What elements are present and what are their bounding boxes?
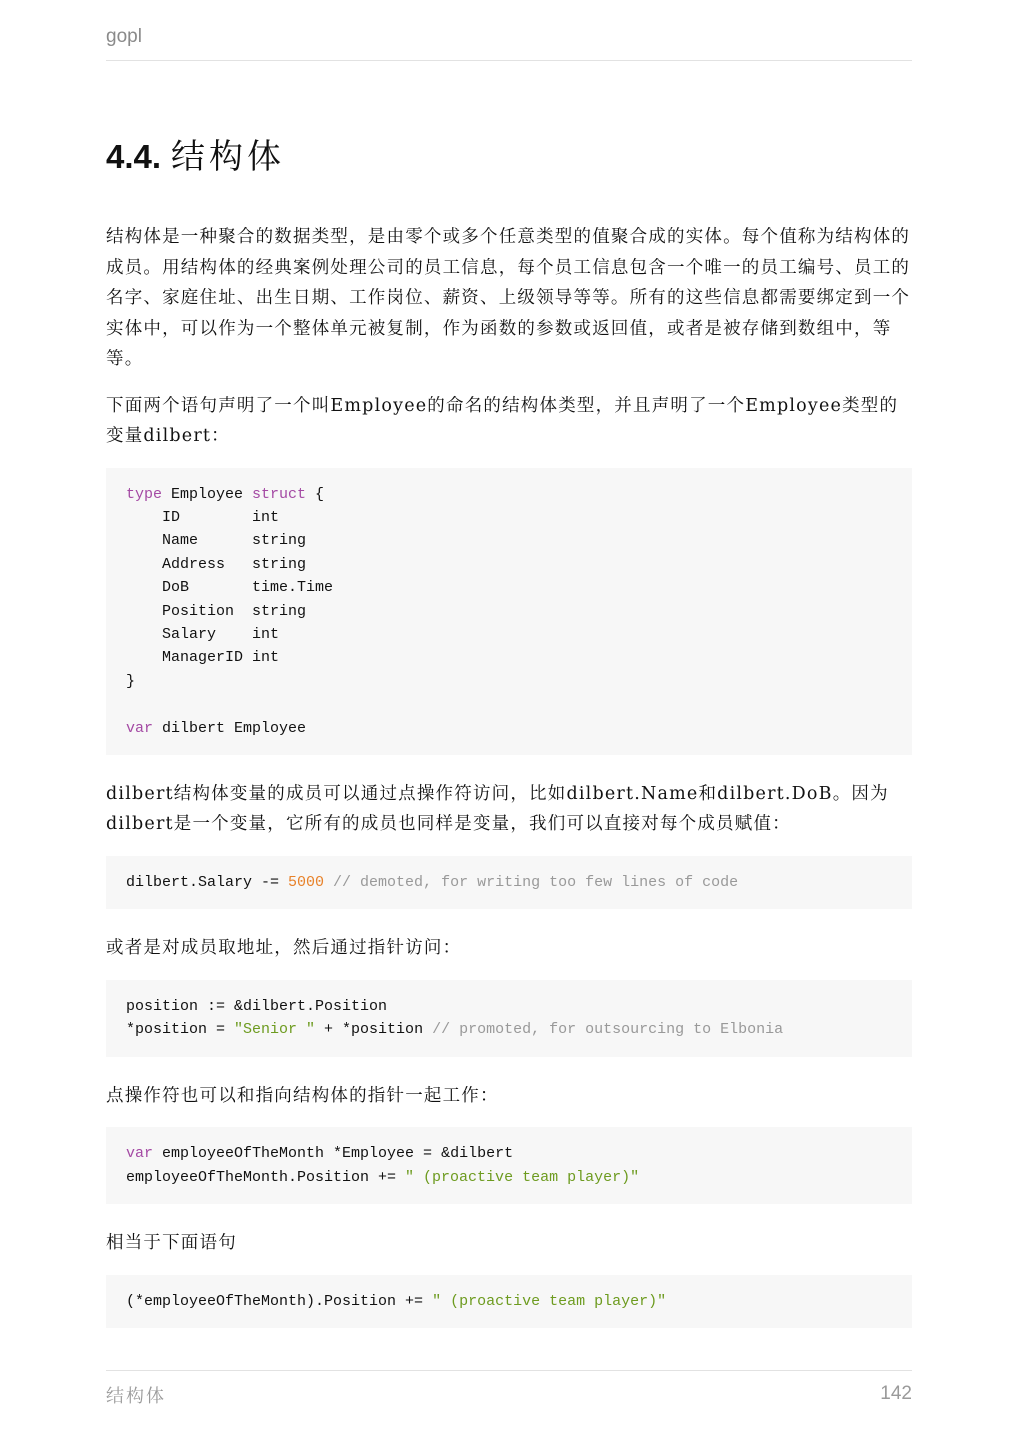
code-string-literal: " (proactive team player)" bbox=[405, 1168, 640, 1186]
running-header: gopl bbox=[106, 26, 142, 47]
paragraph-access: dilbert结构体变量的成员可以通过点操作符访问，比如dilbert.Name和dilbert.DoB。因为dilbert是一个变量，它所有的成员也同样是变量，我们可以直接对每个成员赋值： bbox=[106, 783, 889, 835]
paragraph-equivalent: 相当于下面语句 bbox=[106, 1233, 237, 1253]
code-block-employee-of-month bbox=[106, 1127, 912, 1204]
code-open-brace: { bbox=[306, 485, 325, 503]
code-string-literal: "Senior " bbox=[234, 1021, 316, 1039]
code-field-line: ManagerID int bbox=[126, 649, 280, 667]
code-close-brace: } bbox=[126, 672, 136, 690]
code-keyword-type: type bbox=[126, 485, 163, 503]
code-statement: + *position bbox=[315, 1021, 424, 1039]
paragraph-pointer: 点操作符也可以和指向结构体的指针一起工作： bbox=[106, 1085, 499, 1106]
section-title: 结构体 bbox=[171, 137, 286, 177]
code-keyword-struct: struct bbox=[252, 485, 307, 503]
paragraph-intro: 结构体是一种聚合的数据类型，是由零个或多个任意类型的值聚合成的实体。每个值称为结构体的成员。用结构体的经典案例处理公司的员工信息，每个员工信息包含一个唯一的员工编号、员工的名字、家庭住址、出生日期、工作岗位、薪资、上级领导等等。所有的这些信息都需要绑定到一个实体中，可以作为一个整体单元被复制，作为函数的参数或返回值，或者是被存储到数组中，等等。 bbox=[106, 227, 911, 369]
code-statement: position := &dilbert.Position bbox=[126, 997, 388, 1015]
section-number: 4.4. bbox=[106, 138, 162, 175]
code-field-line: ID int bbox=[126, 508, 280, 526]
footer-divider bbox=[106, 1370, 912, 1371]
code-number-literal: 5000 bbox=[288, 873, 325, 891]
code-block-salary bbox=[106, 856, 912, 909]
code-block-position-pointer bbox=[106, 980, 912, 1057]
footer-chapter-title: 结构体 bbox=[106, 1386, 166, 1407]
document-page bbox=[106, 0, 912, 1440]
code-field-line: Name string bbox=[126, 532, 307, 550]
code-field-line: Salary int bbox=[126, 625, 280, 643]
section-heading bbox=[106, 130, 912, 184]
code-statement: employeeOfTheMonth.Position += bbox=[126, 1168, 406, 1186]
paragraph-address: 或者是对成员取地址，然后通过指针访问： bbox=[106, 938, 462, 959]
page-number: 142 bbox=[880, 1383, 912, 1404]
code-statement: dilbert.Salary -= bbox=[126, 873, 289, 891]
code-block-employee-struct bbox=[106, 468, 912, 755]
code-block-dereference bbox=[106, 1275, 912, 1328]
code-var-declaration: dilbert Employee bbox=[153, 719, 307, 737]
header-divider bbox=[106, 60, 912, 61]
code-comment: // promoted, for outsourcing to Elbonia bbox=[423, 1021, 784, 1039]
code-keyword-var: var bbox=[126, 719, 154, 737]
code-field-line: Position string bbox=[126, 602, 307, 620]
code-field-line: DoB time.Time bbox=[126, 579, 334, 597]
code-field-line: Address string bbox=[126, 555, 307, 573]
code-statement: (*employeeOfTheMonth).Position += bbox=[126, 1292, 433, 1310]
code-keyword-var: var bbox=[126, 1145, 154, 1163]
code-statement: *position = bbox=[126, 1021, 235, 1039]
code-statement: employeeOfTheMonth *Employee = &dilbert bbox=[153, 1145, 514, 1163]
code-comment: // demoted, for writing too few lines of code bbox=[324, 873, 739, 891]
page-content bbox=[106, 130, 912, 1352]
paragraph-declare: 下面两个语句声明了一个叫Employee的命名的结构体类型，并且声明了一个Employee类型的变量dilbert： bbox=[106, 395, 899, 446]
code-type-name: Employee bbox=[162, 485, 253, 503]
code-string-literal: " (proactive team player)" bbox=[432, 1292, 667, 1310]
